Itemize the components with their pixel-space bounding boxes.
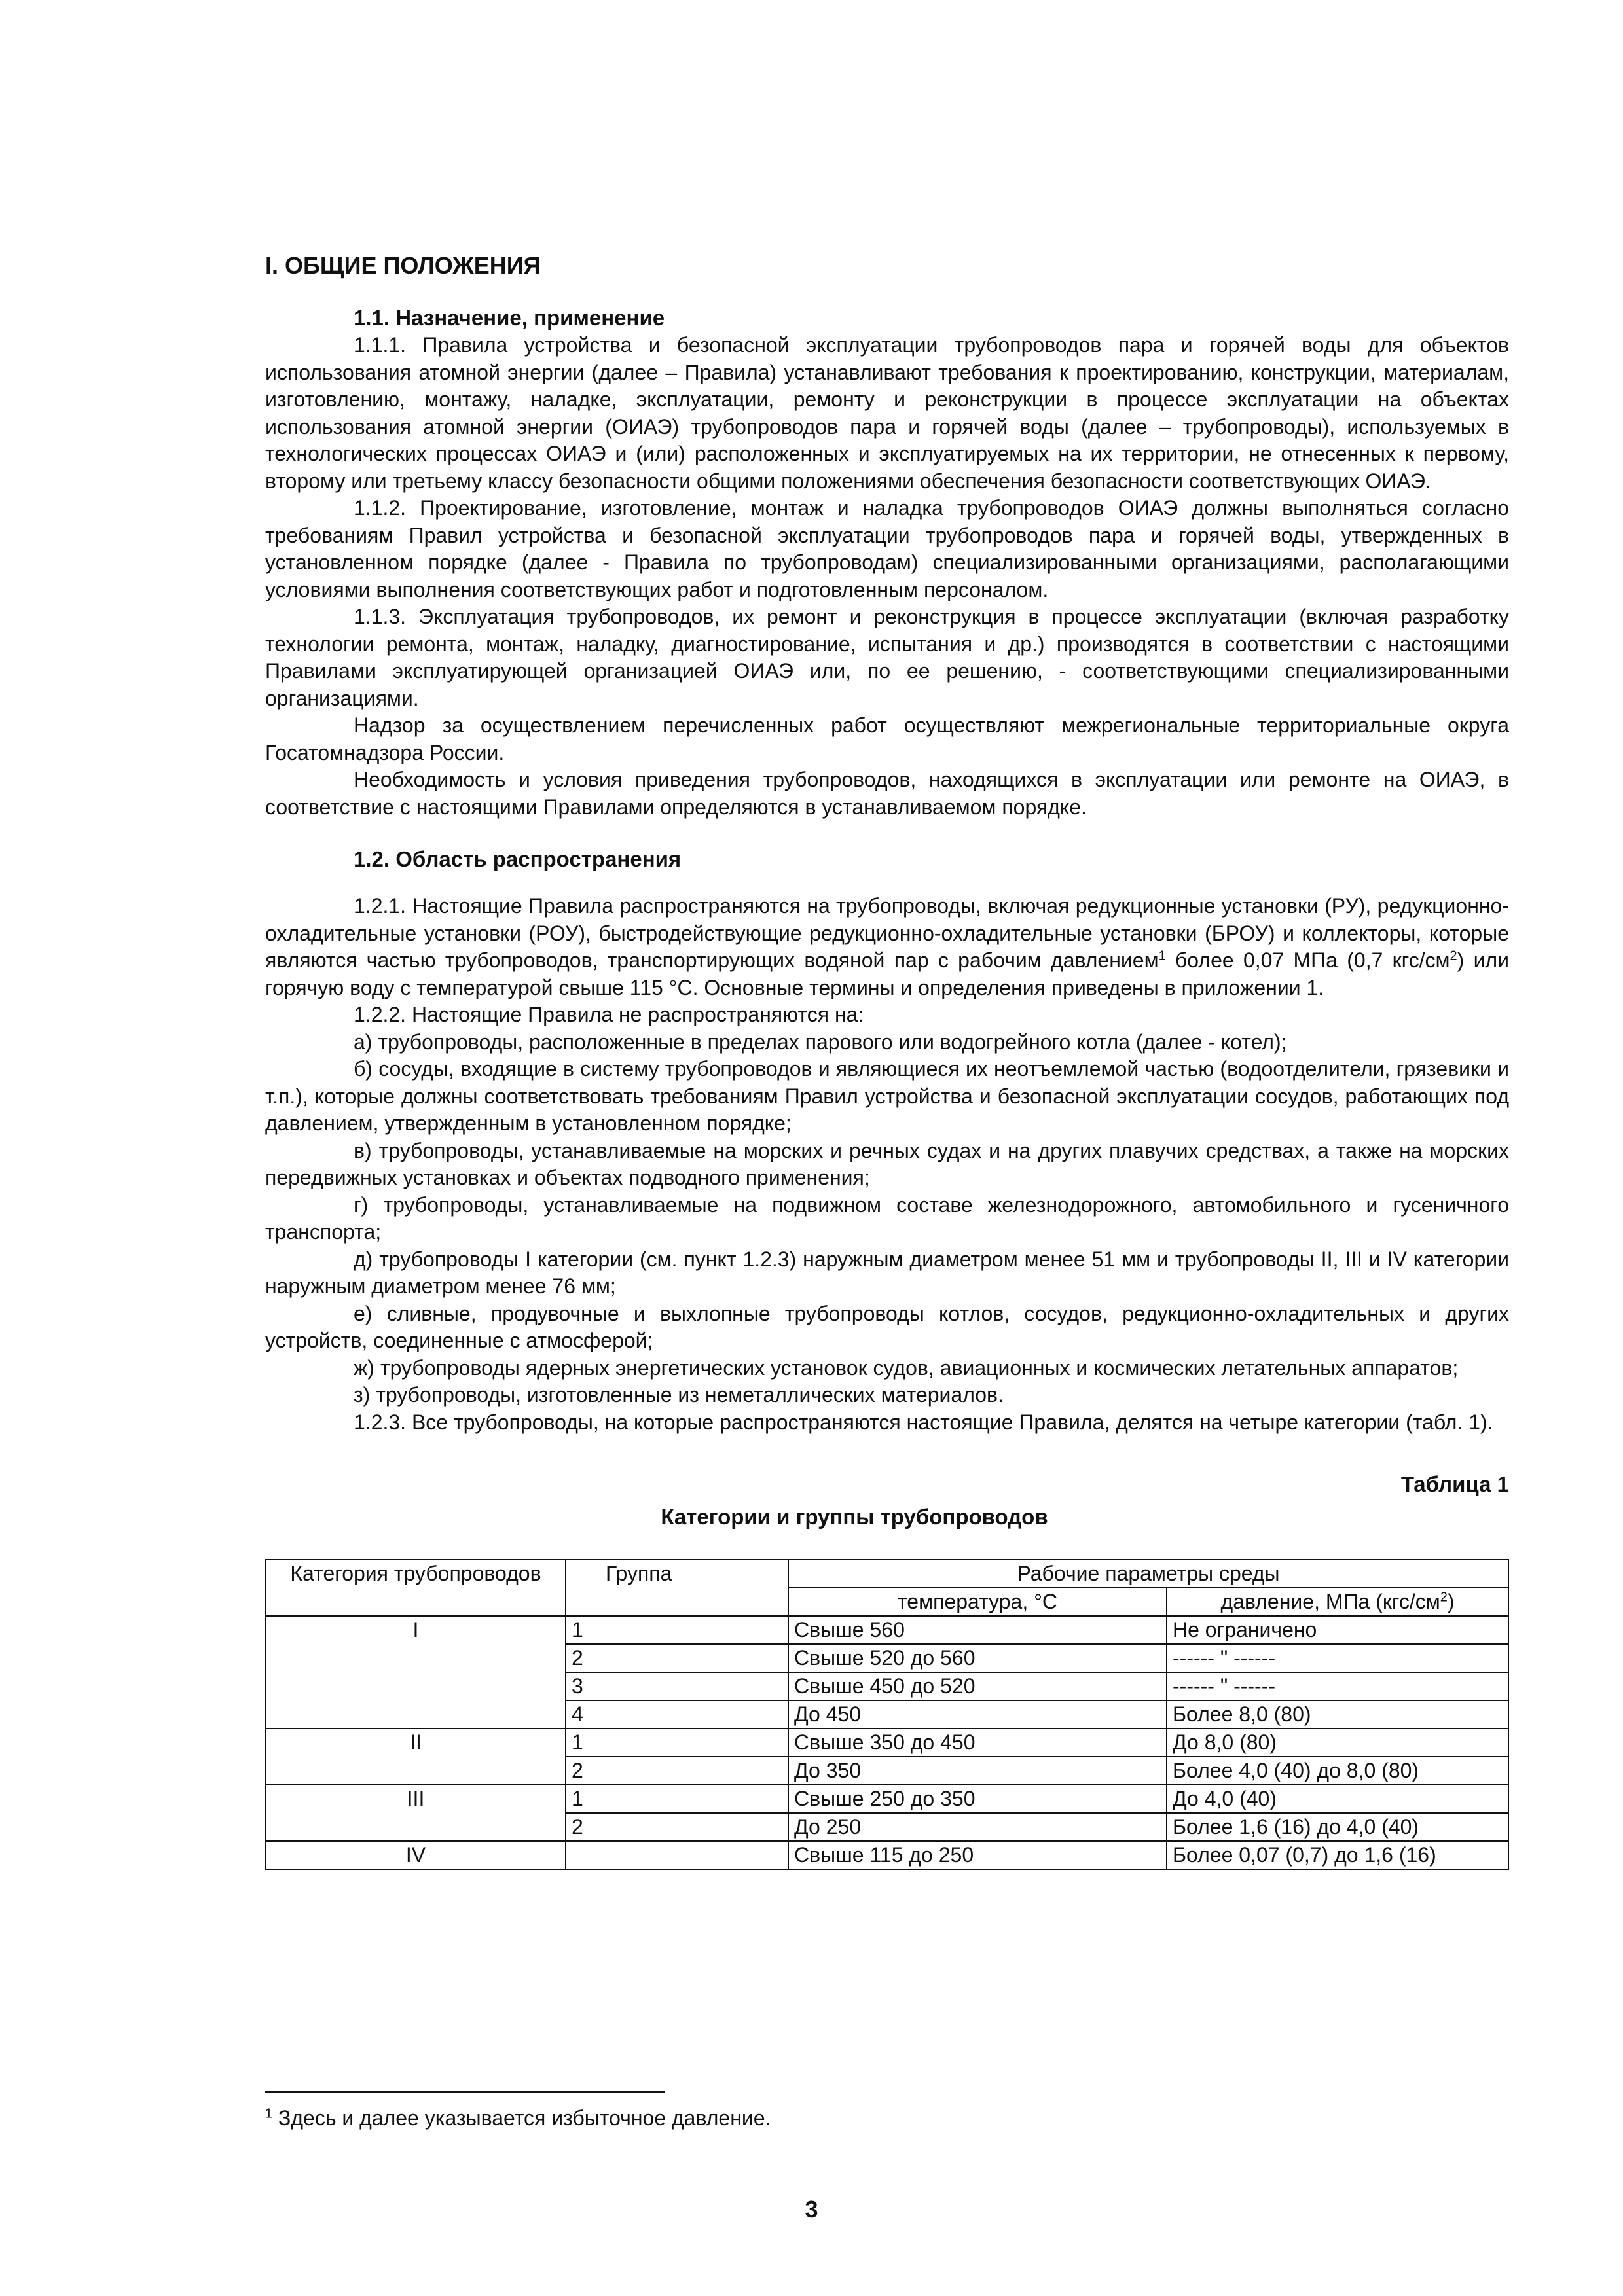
header-temperature: температура, °С [788, 1588, 1167, 1616]
footnote-ref: 1 [1158, 948, 1166, 963]
footnote: $^1$ Здесь и далее указывается избыточное давление. [265, 2106, 771, 2130]
table-title: Категории и группы трубопроводов [661, 1505, 1048, 1529]
table-row: III 1 Свыше 250 до 350 До 4,0 (40) [266, 1785, 1508, 1813]
list-item: е) сливные, продувочные и выхлопные трубопроводы котлов, сосудов, редукционно-охладительных и других устройств, соединенные с атмосферой; [265, 1301, 1509, 1352]
table-number: Таблица 1 [1400, 1472, 1509, 1496]
table-row: 3 Свыше 450 до 520 ------ " ------ [266, 1672, 1508, 1700]
paragraph-1-2-3: 1.2.3. Все трубопроводы, на которые распространяются настоящие Правила, делятся на четыре категории (табл. 1). [354, 1410, 1493, 1434]
table-row: I 1 Свыше 560 Не ограничено [266, 1616, 1508, 1644]
list-item: г) трубопроводы, устанавливаемые на подвижном составе железнодорожного, автомобильного и гусеничного транспорта; [265, 1193, 1509, 1244]
list-item: з) трубопроводы, изготовленные из неметаллических материалов. [354, 1383, 1004, 1407]
list-item: ж) трубопроводы ядерных энергетических установок судов, авиационных и космических летательных аппаратов; [354, 1355, 1459, 1380]
footnote-divider [265, 2091, 665, 2093]
paragraph-1-1-3: 1.1.3. Эксплуатация трубопроводов, их ремонт и реконструкция в процессе эксплуатации (включая разработку технологии ремонта, монтаж, наладку, диагностирование, испытания и др.) производятся в соответствии с настоящими Правилами эксплуатирующей организацией ОИАЭ или, по ее решению, - соответствующими специализированными организациями. [265, 605, 1509, 710]
list-item: в) трубопроводы, устанавливаемые на морских и речных судах и на других плавучих средствах, а также на морских передвижных установках и объектах подводного применения; [265, 1138, 1509, 1189]
section-title: I. ОБЩИЕ ПОЛОЖЕНИЯ [265, 252, 541, 279]
paragraph-1-2-2: 1.2.2. Настоящие Правила не распространяются на: [354, 1003, 864, 1026]
table-row: 2 До 250 Более 1,6 (16) до 4,0 (40) [266, 1813, 1508, 1841]
table-caption [265, 1472, 1509, 1534]
list-item: д) трубопроводы I категории (см. пункт 1.2.3) наружным диаметром менее 51 мм и трубопроводы II, III и IV категории наружным диаметром менее 76 мм; [265, 1247, 1509, 1298]
table-row: 4 До 450 Более 8,0 (80) [266, 1700, 1508, 1729]
paragraph-necessity: Необходимость и условия приведения трубопроводов, находящихся в эксплуатации или ремонте на ОИАЭ, в соответствие с настоящими Правилами определяются в устанавливаемом порядке. [265, 768, 1509, 819]
paragraph-1-2-1: 1.2.1. Настоящие Правила распространяются на трубопроводы, включая редукционные установки (РУ), редукционно-охладительные установки (РОУ), быстродействующие редукционно-охладительные установки (БРОУ) и коллекторы, которые являются частью трубопроводов, транспортирующих водяной пар с рабочим давлением$^1$ более 0,07 МПа (0,7 кгс/$см^2$) или горячую воду с температурой свыше 115 °С. Основные термины и определения приведены в приложении 1. [265, 894, 1510, 999]
table-row: II 1 Свыше 350 до 450 До 8,0 (80) [266, 1729, 1508, 1757]
page-number: 3 [805, 2196, 818, 2223]
list-item: б) сосуды, входящие в систему трубопроводов и являющиеся их неотъемлемой частью (водоотделители, грязевики и т.п.), которые должны соответствовать требованиям Правил устройства и безопасной эксплуатации сосудов, работающих под давлением, утвержденным в установленном порядке; [265, 1057, 1509, 1135]
paragraph-1-1-1: 1.1.1. Правила устройства и безопасной эксплуатации трубопроводов пара и горячей воды для объектов использования атомной энергии (далее – Правила) устанавливают требования к проектированию, конструкции, материалам, изготовлению, монтажу, наладке, эксплуатации, ремонту и реконструкции в процессе эксплуатации на объектах использования атомной энергии (ОИАЭ) трубопроводов пара и горячей воды (далее – трубопроводы), используемых в технологических процессах ОИАЭ и (или) расположенных и эксплуатируемых на их территории, не отнесенных к первому, второму или третьему классу безопасности общими положениями обеспечения безопасности соответствующих ОИАЭ. [265, 333, 1509, 493]
table-row: 2 Свыше 520 до 560 ------ " ------ [266, 1644, 1508, 1672]
header-category: Категория трубопроводов [266, 1560, 566, 1616]
header-pressure: давление, МПа $(кгс/см^2)$ [1167, 1588, 1508, 1616]
paragraph-supervision: Надзор за осуществлением перечисленных работ осуществляют межрегиональные территориальные округа Госатомнадзора России. [265, 713, 1509, 764]
list-item: а) трубопроводы, расположенные в пределах парового или водогрейного котла (далее - котел); [354, 1030, 1287, 1054]
table-row: IV Свыше 115 до 250 Более 0,07 (0,7) до 1,6 (16) [266, 1841, 1508, 1869]
header-params: Рабочие параметры среды [788, 1560, 1508, 1588]
subsection-title-scope: 1.2. Область распространения [354, 847, 682, 871]
subsection-title-purpose: 1.1. Назначение, применение [354, 306, 665, 330]
header-group: Группа [566, 1560, 788, 1616]
paragraph-1-1-2: 1.1.2. Проектирование, изготовление, монтаж и наладка трубопроводов ОИАЭ должны выполняться согласно требованиям Правил устройства и безопасной эксплуатации трубопроводов пара и горячей воды, утвержденных в установленном порядке (далее - Правила по трубопроводам) специализированными организациями, располагающими условиями выполнения соответствующих работ и подготовленным персоналом. [265, 496, 1509, 601]
categories-table [265, 1559, 1509, 1870]
table-row: 2 До 350 Более 4,0 (40) до 8,0 (80) [266, 1757, 1508, 1785]
page-content [265, 252, 1509, 1870]
